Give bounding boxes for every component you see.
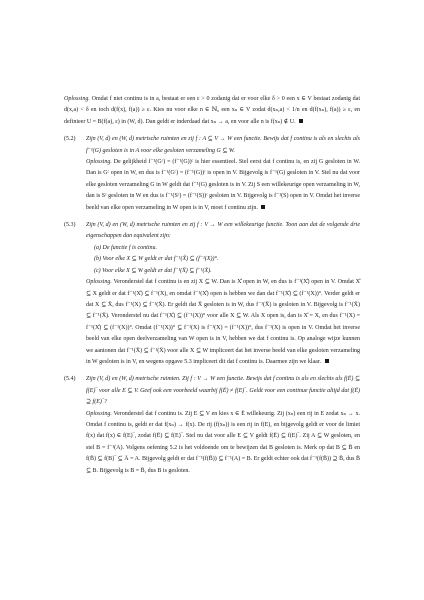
solution-text: Omdat f niet continu is in a, bestaat er een ε > 0 zodanig dat er voor elke δ > 0 een x ∈ V bestaat zodanig dat d(x,a) < δ en toch d(f(x), f(a)) ≥ ε. Kies nu voor elke n ∈ ℕ₀ een xₙ ∈ V zodat d(xₙ,a) < 1/n en d(f(xₙ), f(a)) ≥ ε, en definieer U = B(f(a), ε) in (W, d). Dan geldt er inderdaad dat xₙ → a, en voor alle n is f(xₙ) ∉ U.	[64, 96, 360, 125]
exercise-statement: Zijn (V, d) en (W, d) metrische ruimten. Zij f : V → W een functie. Bewijs dat f continu is als en slechts als f(Ē) ⊆ f(E)‾ voor alle E ⊆ V. Geef ook een voorbeeld waarbij f(Ē) ≠ f(E)‾. Geldt voor een continue functie altijd dat f(Ē) ⊇ f(E)‾?	[86, 376, 360, 406]
intro-solution	[64, 94, 360, 128]
exercise-number: (5.3)	[64, 222, 76, 229]
qed-icon	[299, 119, 303, 123]
solution-label: Oplossing.	[86, 279, 112, 286]
solution-label: Oplossing.	[86, 159, 112, 166]
document-page	[64, 94, 360, 477]
qed-icon	[261, 205, 265, 209]
exercise-solution	[64, 157, 360, 214]
list-item: (a) De functie f is continu.	[94, 244, 157, 251]
solution-text: Veronderstel dat f continu is. Zij E ⊆ V en kies x ∈ Ē willekeurig. Zij (xₙ) een rij in E zodat xₙ → x. Omdat f continu is, geldt er dat f(xₙ) → f(x). De rij (f(xₙ)) is een rij in f(E), en bijgevolg geldt er voor de limiet f(x) dat f(x) ∈ f(E)‾, zodat f(Ē) ⊆ f(E)‾. Stel nu dat voor alle E ⊆ V geldt f(Ē) ⊆ f(E)‾. Zij A ⊆ W gesloten, en stel B = f⁻¹(A). Volgens oefening 5.2 is het voldoende om te bewijzen dat B gesloten is. Merk op dat B ⊆ B̄ en f(B̄) ⊆ f(B)‾ ⊆ Ā = A. Bijgevolg geldt er dat f⁻¹(f(B̄)) ⊆ f⁻¹(A) = B. Er geldt echter ook dat f⁻¹(f(B̄)) ⊇ B̄, dus B̄ ⊆ B. Bijgevolg is B = B̄, dus B is gesloten.	[86, 410, 360, 474]
exercise-statement: Zijn (V, d) en (W, d) metrische ruimten en zij f : V → W een willekeurige functie. Toon aan dat de volgende drie eigenschappen dan equivalent zijn:	[86, 222, 360, 240]
exercise-number: (5.4)	[64, 376, 76, 383]
qed-icon	[325, 359, 329, 363]
list-item: (c) Voor elke X ⊆ W geldt er dat f⁻¹(X̄) ⊆ f⁻¹(X̄).	[94, 267, 212, 274]
solution-text: De gelijkheid f⁻¹(Gᶜ) = (f⁻¹(G))ᶜ is hier essentieel. Stel eerst dat f continu is, en zij G gesloten in W. Dan is Gᶜ open in W, en dus is f⁻¹(Gᶜ) = (f⁻¹(G))ᶜ is open in V. Bijgevolg is f⁻¹(G) gesloten in V. Stel nu dat voor elke gesloten verzameling G in W geldt dat f⁻¹(G) gesloten is in V. Zij S een willekeurige open verzameling in W, dan is Sᶜ gesloten in W en dus is f⁻¹(Sᶜ) = (f⁻¹(S))ᶜ gesloten in V. Bijgevolg is f⁻¹(S) open in V. Omdat het inverse beeld van elke open verzameling in W open is in V, moet f continu zijn.	[86, 159, 361, 211]
solution-label: Oplossing.	[86, 410, 112, 417]
exercise-solution	[64, 277, 360, 368]
solution-text: Veronderstel dat f continu is en zij X ⊆ W. Dan is X̊ open in W, en dus is f⁻¹(X̊) open in V. Omdat X̊ ⊆ X geldt er dat f⁻¹(X̊) ⊆ f⁻¹(X), en omdat f⁻¹(X̊) open is hebben we dan dat f⁻¹(X̊) ⊆ (f⁻¹(X))°. Verder geldt er dat X ⊆ X̄, dus f⁻¹(X) ⊆ f⁻¹(X̄). Er geldt dat X̄ gesloten is in W, dus f⁻¹(X̄) is gesloten in V. Bijgevolg is f⁻¹(X̄) ⊆ f⁻¹(X̄). Veronderstel nu dat f⁻¹(X̊) ⊆ (f⁻¹(X))° voor alle X ⊆ W. Als X open is, dan is X̊ = X, en dus f⁻¹(X) = f⁻¹(X̊) ⊆ (f⁻¹(X))°. Omdat (f⁻¹(X))° ⊆ f⁻¹(X) is f⁻¹(X) = (f⁻¹(X))°, dus f⁻¹(X) is open in V. Omdat het inverse beeld van elke open deelverzameling van W open is in V, hebben we dat f continu is. Op analoge wijze kunnen we aantonen dat f⁻¹(X̄) ⊆ f⁻¹(X̄) voor alle X ⊆ W impliceert dat het inverse beeld van elke gesloten verzameling in W gesloten is in V, en wegens opgave 5.3 impliceert dit dat f continu is. Daarmee zijn we klaar.	[86, 279, 360, 365]
list-item: (b) Voor elke X ⊆ W geldt er dat f⁻¹(X̊) ⊆ (f⁻¹(X))°.	[94, 256, 219, 263]
exercise-number: (5.2)	[64, 136, 76, 143]
solution-label: Oplossing.	[64, 96, 90, 102]
exercise-5-2	[64, 134, 360, 157]
exercise-solution	[64, 409, 360, 477]
exercise-statement: Zijn (V, d) en (W, d) metrische ruimten en zij f : A ⊆ V → W een functie. Bewijs dat f continu is als en slechts als f⁻¹(G) gesloten is in A voor elke gesloten verzameling G ⊆ W.	[86, 136, 360, 154]
exercise-5-4	[64, 374, 360, 408]
exercise-5-3	[64, 220, 360, 243]
